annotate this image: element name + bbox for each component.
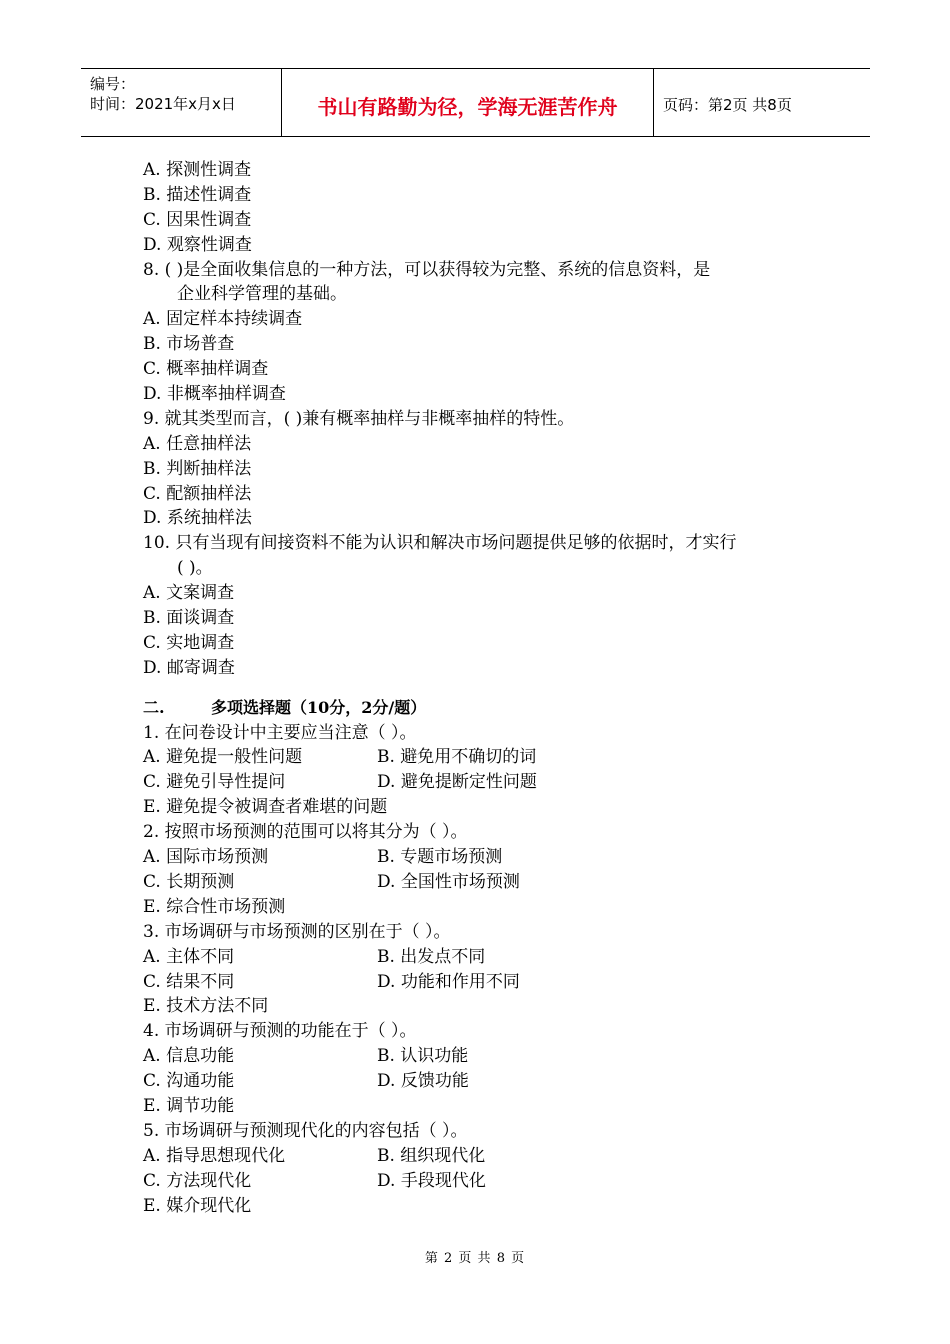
- mq5-stem: 5. 市场调研与预测现代化的内容包括（ ）。: [143, 1120, 468, 1141]
- mq5-option-c: C. 方法现代化: [143, 1170, 252, 1191]
- q7-option-d: D. 观察性调查: [143, 234, 252, 255]
- mq4-option-d: D. 反馈功能: [377, 1071, 469, 1092]
- q8-option-a: A. 固定样本持续调查: [143, 309, 303, 330]
- q9-stem: 9. 就其类型而言，( )兼有概率抽样与非概率抽样的特性。: [143, 408, 575, 429]
- mq3-option-e: E. 技术方法不同: [143, 996, 269, 1017]
- mq1-option-e: E. 避免提令被调查者难堪的问题: [143, 797, 388, 818]
- mq4-stem: 4. 市场调研与预测的功能在于（ ）。: [143, 1021, 417, 1042]
- q8-stem: 8. ( )是全面收集信息的一种方法，可以获得较为完整、系统的信息资料，是: [143, 259, 711, 280]
- q9-option-d: D. 系统抽样法: [143, 508, 252, 529]
- page-footer: 第 2 页 共 8 页: [424, 1251, 526, 1266]
- q9-option-c: C. 配额抽样法: [143, 483, 252, 504]
- q10-stem: 10. 只有当现有间接资料不能为认识和解决市场问题提供足够的依据时，才实行: [143, 533, 737, 554]
- mq5-option-d: D. 手段现代化: [377, 1170, 486, 1191]
- q10-option-c: C. 实地调查: [143, 632, 235, 653]
- mq5-option-b: B. 组织现代化: [377, 1145, 486, 1166]
- mq4-option-b: B. 认识功能: [377, 1046, 469, 1067]
- mq2-stem: 2. 按照市场预测的范围可以将其分为（ ）。: [143, 822, 468, 843]
- mq5-row-ab: [143, 1144, 823, 1169]
- mq4-option-a: A. 信息功能: [143, 1046, 235, 1067]
- mq5-row-cd: [143, 1169, 823, 1194]
- document-body: [143, 158, 823, 1218]
- header-meta-cell: [81, 69, 282, 136]
- q7-option-c: C. 因果性调查: [143, 209, 252, 230]
- mq4-row-ab: [143, 1044, 823, 1069]
- mq1-option-d: D. 避免提断定性问题: [377, 772, 537, 793]
- motto: 书山有路勤为径，学海无涯苦作舟: [317, 95, 618, 119]
- mq3-option-b: B. 出发点不同: [377, 946, 486, 967]
- mq2-option-a: A. 国际市场预测: [143, 847, 269, 868]
- q10-option-b: B. 面谈调查: [143, 608, 235, 629]
- mq3-option-d: D. 功能和作用不同: [377, 971, 520, 992]
- mq3-row-ab: [143, 945, 823, 970]
- mq3-option-c: C. 结果不同: [143, 971, 235, 992]
- q7-option-b: B. 描述性调查: [143, 184, 252, 205]
- q9-option-a: A. 任意抽样法: [143, 433, 252, 454]
- page-info: 页码：第2页 共8页: [663, 96, 792, 114]
- q8-option-d: D. 非概率抽样调查: [143, 384, 286, 405]
- q7-option-a: A. 探测性调查: [143, 160, 252, 180]
- mq2-option-e: E. 综合性市场预测: [143, 896, 286, 917]
- q8-stem-continued: 企业科学管理的基础。: [177, 284, 347, 305]
- time-label: 时间：2021年x月x日: [90, 95, 236, 113]
- mq1-option-a: A. 避免提一般性问题: [143, 747, 303, 768]
- header-page-cell: [654, 69, 870, 136]
- mq5-option-e: E. 媒介现代化: [143, 1195, 252, 1216]
- q8-option-c: C. 概率抽样调查: [143, 359, 269, 380]
- mq2-row-cd: [143, 870, 823, 895]
- mq3-option-a: A. 主体不同: [143, 946, 235, 967]
- section-number: 二.: [143, 697, 165, 717]
- section-title: 多项选择题（10分，2分/题）: [211, 697, 427, 717]
- mq1-row-ab: [143, 745, 823, 770]
- mq1-stem: 1. 在问卷设计中主要应当注意（ ）。: [143, 722, 417, 743]
- page-header: [81, 68, 870, 137]
- mq1-row-cd: [143, 770, 823, 795]
- section-heading: [143, 696, 823, 721]
- mq4-row-cd: [143, 1069, 823, 1094]
- q10-stem-continued: ( )。: [177, 558, 213, 579]
- q8-option-b: B. 市场普查: [143, 334, 235, 355]
- mq1-option-c: C. 避免引导性提问: [143, 772, 286, 793]
- mq1-option-b: B. 避免用不确切的词: [377, 747, 537, 768]
- mq2-option-b: B. 专题市场预测: [377, 847, 503, 868]
- mq4-option-c: C. 沟通功能: [143, 1071, 235, 1092]
- mq2-row-ab: [143, 845, 823, 870]
- q10-option-d: D. 邮寄调查: [143, 657, 235, 678]
- q9-option-b: B. 判断抽样法: [143, 458, 252, 479]
- mq5-option-a: A. 指导思想现代化: [143, 1145, 286, 1166]
- number-label: 编号：: [90, 75, 136, 93]
- mq3-stem: 3. 市场调研与市场预测的区别在于（ ）。: [143, 921, 451, 942]
- mq4-option-e: E. 调节功能: [143, 1095, 235, 1116]
- q10-option-a: A. 文案调查: [143, 583, 235, 604]
- header-motto-cell: [282, 69, 654, 136]
- mq3-row-cd: [143, 970, 823, 995]
- mq2-option-c: C. 长期预测: [143, 871, 235, 892]
- mq2-option-d: D. 全国性市场预测: [377, 871, 520, 892]
